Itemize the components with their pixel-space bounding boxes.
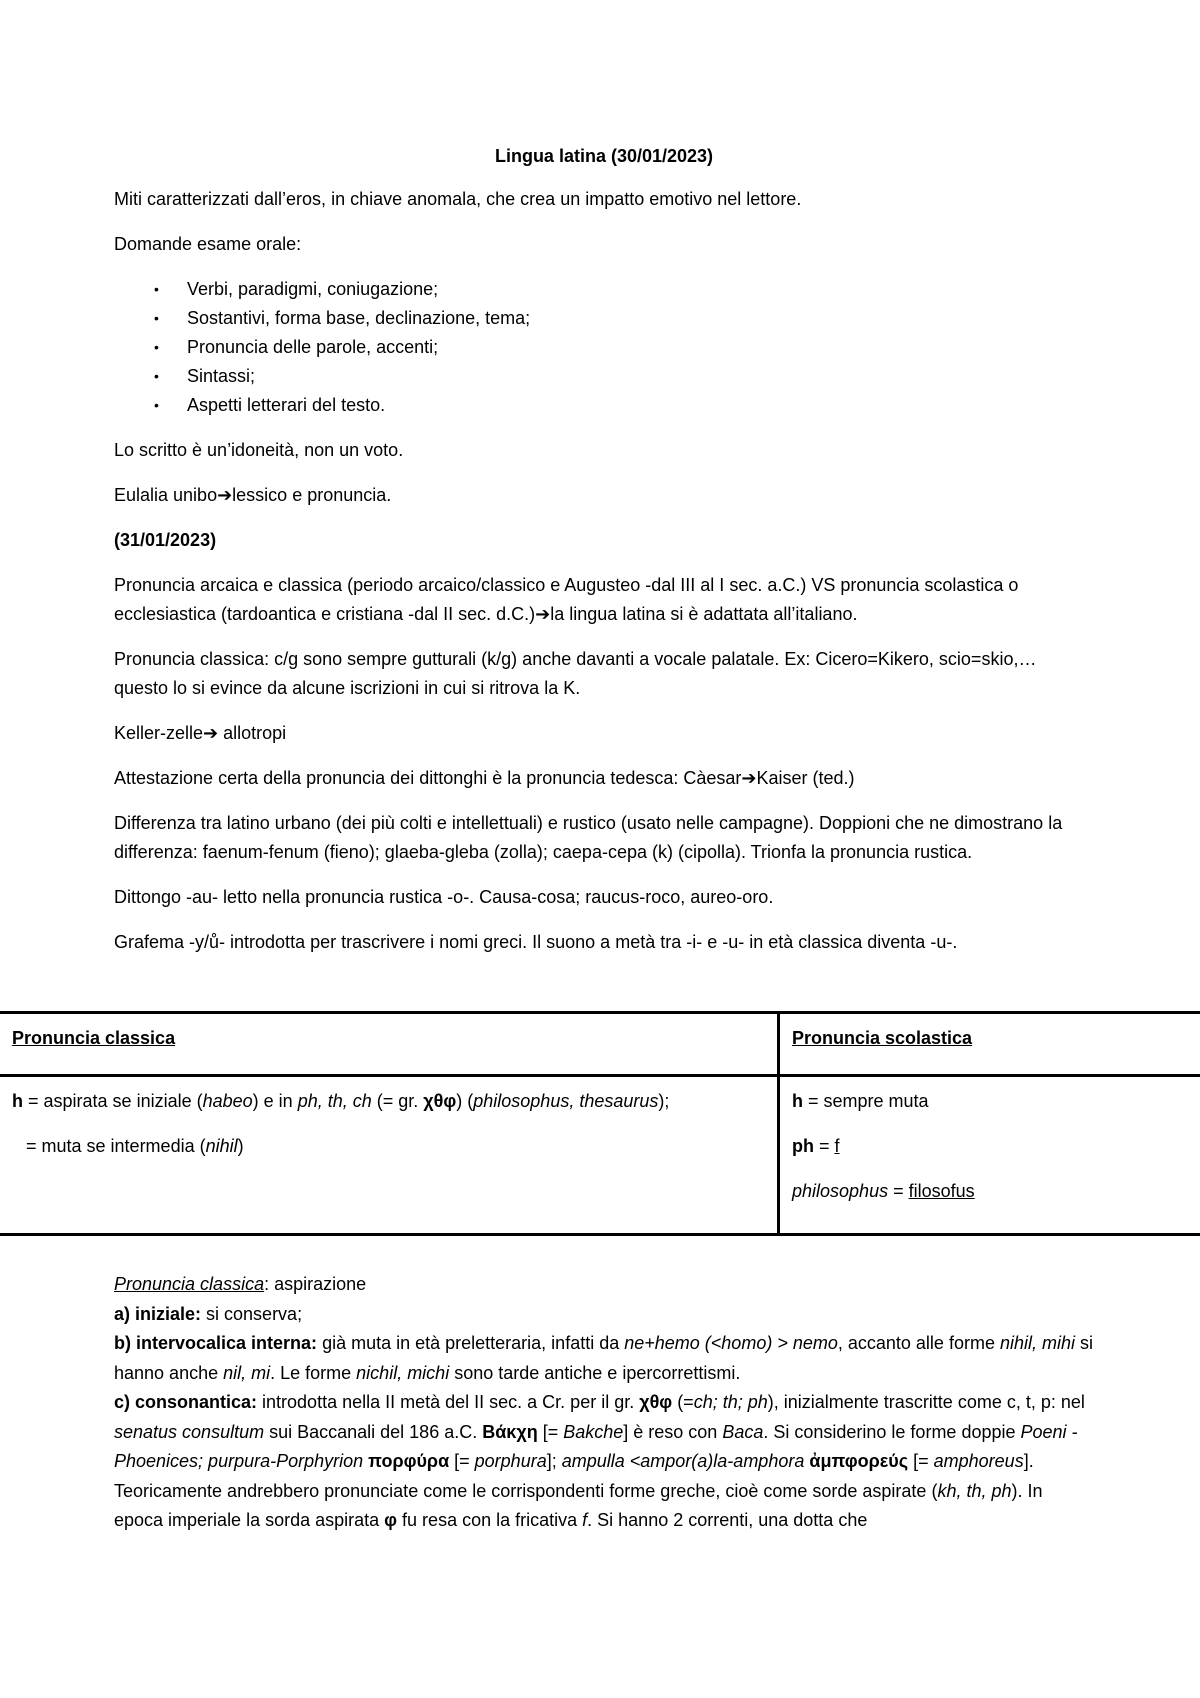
differenza-paragraph: Differenza tra latino urbano (dei più colti e intellettuali) e rustico (usato nelle campagne). Doppioni che ne dimostrano la differenza: faenum-fenum (fieno); glaeba-gleba (zolla); caepa-cepa (k) (cipolla). Trionfa la pronuncia rustica. — [114, 813, 1063, 862]
bullet-icon: • — [154, 368, 159, 384]
table-header-cell: Pronuncia scolastica — [779, 1013, 1200, 1076]
classica-paragraph: Pronuncia classica: c/g sono sempre gutturali (k/g) anche davanti a vocale palatale. Ex: Cicero=Kikero, scio=skio,… questo lo si evince da alcune iscrizioni in cui si ritrova la K. — [114, 649, 1037, 698]
table-cell-scolastica: h = sempre muta ph = f philosophus = filosofus — [779, 1076, 1200, 1235]
bullet-icon: • — [154, 339, 159, 355]
table-row — [0, 1076, 1200, 1235]
grafema-paragraph: Grafema -y/ů- introdotta per trascrivere i nomi greci. Il suono a metà tra -i- e -u- in età classica diventa -u-. — [114, 932, 958, 952]
eulalia-note: Eulalia unibo➔lessico e pronuncia. — [114, 485, 392, 505]
aspirazione-section — [114, 1270, 1094, 1536]
bullet-icon: • — [154, 310, 159, 326]
arrow-icon: ➔ — [217, 485, 233, 505]
pronunciation-table — [0, 1011, 1200, 1236]
page-title: Lingua latina (30/01/2023) — [494, 146, 714, 166]
arrow-icon: ➔ — [203, 723, 219, 743]
list-item: • Aspetti letterari del testo. — [114, 391, 1094, 420]
section-heading: Pronuncia classica: aspirazione — [114, 1274, 367, 1294]
list-item: c) consonantica: introdotta nella II metà del II sec. a Cr. per il gr. χθφ (=ch; th; ph), inizialmente trascritte come c, t, p: nel senatus consultum sui Baccanali del 186 a.C. Βάκχη [= Bakche] è reso con Baca. Si considerino le forme doppie Poeni - Phoenices; purpura-Porphyrion πορφύρα [= porphura]; ampulla <ampor(a)la-amphora ἀμπφορεύς [= amphoreus]. — [114, 1392, 1085, 1471]
arrow-icon: ➔ — [535, 604, 551, 624]
bullet-icon: • — [154, 281, 159, 297]
table-cell-classica: h = aspirata se iniziale (habeo) e in ph, th, ch (= gr. χθφ) (philosophus, thesaurus); = muta se intermedia (nihil) — [0, 1076, 779, 1235]
arrow-icon: ➔ — [741, 768, 757, 788]
list-item: • Pronuncia delle parole, accenti; — [114, 333, 1094, 362]
arcaica-paragraph: Pronuncia arcaica e classica (periodo arcaico/classico e Augusteo -dal III al I sec. a.C.) VS pronuncia scolastica o ecclesiastica (tardoantica e cristiana -dal II sec. d.C.)➔la lingua latina si è adattata all’italiano. — [114, 575, 1019, 624]
attestazione-paragraph: Attestazione certa della pronuncia dei dittonghi è la pronuncia tedesca: Càesar➔Kaiser (ted.) — [114, 768, 855, 788]
list-item: • Sintassi; — [114, 362, 1094, 391]
closing-paragraph: Teoricamente andrebbero pronunciate come le corrispondenti forme greche, cioè come sorde aspirate (kh, th, ph). In epoca imperiale la sorda aspirata φ fu resa con la fricativa f. Si hanno 2 correnti, una dotta che — [114, 1480, 1043, 1530]
list-item: b) intervocalica interna: già muta in età preletteraria, infatti da ne+hemo (<homo) > nemo, accanto alle forme nihil, mihi si hanno anche nil, mi. Le forme nichil, michi sono tarde antiche e ipercorrettismi. — [114, 1333, 1093, 1383]
questions-label: Domande esame orale: — [114, 234, 302, 254]
questions-list — [114, 275, 1094, 420]
table-header-row — [0, 1013, 1200, 1076]
table-header-cell: Pronuncia classica — [0, 1013, 779, 1076]
written-exam-note: Lo scritto è un’idoneità, non un voto. — [114, 440, 404, 460]
list-item: • Sostantivi, forma base, declinazione, tema; — [114, 304, 1094, 333]
document-body — [114, 144, 1094, 973]
section-date: (31/01/2023) — [114, 530, 217, 550]
dittongo-paragraph: Dittongo -au- letto nella pronuncia rustica -o-. Causa-cosa; raucus-roco, aureo-oro. — [114, 887, 774, 907]
bullet-icon: • — [154, 397, 159, 413]
intro-paragraph: Miti caratterizzati dall’eros, in chiave anomala, che crea un impatto emotivo nel lettore. — [114, 189, 802, 209]
list-item: • Verbi, paradigmi, coniugazione; — [114, 275, 1094, 304]
keller-paragraph: Keller-zelle➔ allotropi — [114, 723, 287, 743]
list-item: a) iniziale: si conserva; — [114, 1303, 303, 1324]
